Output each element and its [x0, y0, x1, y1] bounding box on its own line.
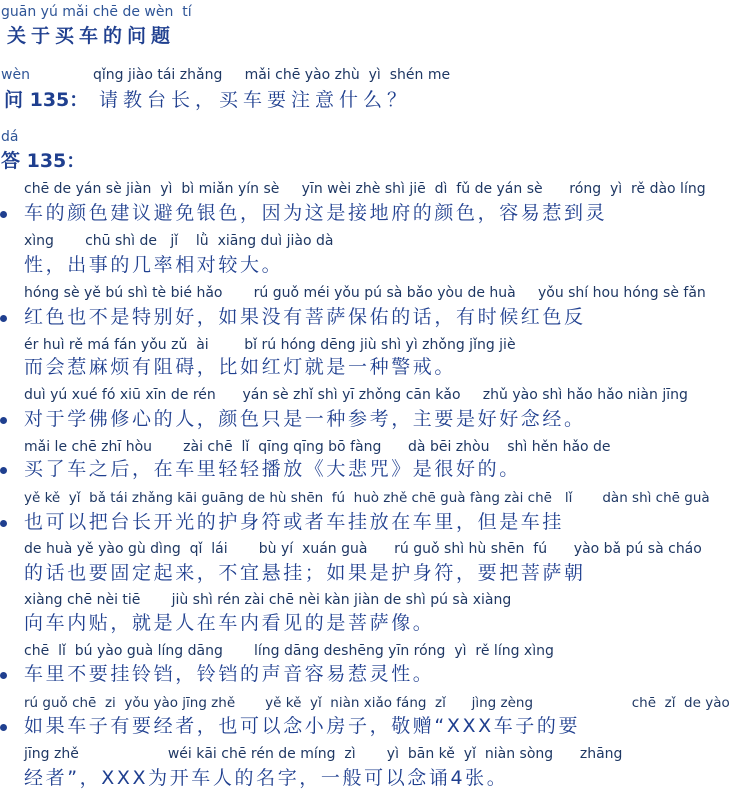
answer-line: 的话也要固定起来，不宜悬挂；如果是护身符，要把菩萨朝	[24, 562, 586, 584]
question-text: 请教台长，买车要注意什么？	[99, 89, 412, 111]
answer-line: 买了车之后，在车里轻轻播放《大悲咒》是很好的。	[24, 458, 521, 480]
answer-line: 经者”，XXX为开车人的名字，一般可以念诵4张。	[24, 767, 509, 789]
bullet-icon	[0, 724, 7, 731]
answer-line-pinyin: mǎi le chē zhī hòu zài chē lǐ qīng qīng bō fàng dà bēi zhòu shì hěn hǎo de	[24, 439, 611, 455]
answer-line-pinyin: jīng zhě wéi kāi chē rén de míng zì yì bān kě yǐ niàn sòng zhāng	[24, 746, 623, 762]
title-pinyin: guān yú mǎi chē de wèn tí	[1, 4, 192, 20]
answer-line: 对于学佛修心的人，颜色只是一种参考，主要是好好念经。	[24, 408, 586, 430]
answer-line: 性，出事的几率相对较大。	[24, 254, 284, 276]
answer-line: 车里不要挂铃铛，铃铛的声音容易惹灵性。	[24, 663, 435, 685]
answer-line-pinyin: duì yú xué fó xiū xīn de rén yán sè zhǐ shì yī zhǒng cān kǎo zhǔ yào shì hǎo hǎo niàn jīng	[24, 387, 688, 403]
bullet-icon	[0, 520, 7, 527]
bullet-icon	[0, 467, 7, 474]
bullet-icon	[0, 315, 7, 322]
answer-line-pinyin: xìng chū shì de jǐ lǜ xiāng duì jiào dà	[24, 233, 334, 249]
answer-label: 答 135：	[1, 150, 86, 172]
question-label-pinyin: wèn	[1, 67, 30, 83]
answer-line: 向车内贴，就是人在车内看见的是菩萨像。	[24, 612, 435, 634]
bullet-icon	[0, 672, 7, 679]
answer-line-pinyin: rú guǒ chē zi yǒu yào jīng zhě yě kě yǐ niàn xiǎo fáng zǐ jìng zèng chē zǐ de yào	[24, 695, 730, 711]
bullet-icon	[0, 417, 7, 424]
bullet-icon	[0, 211, 7, 218]
answer-line-pinyin: chē lǐ bú yào guà líng dāng líng dāng deshēng yīn róng yì rě líng xìng	[24, 643, 554, 659]
answer-line: 如果车子有要经者，也可以念小房子，敬赠“XXX车子的要	[24, 715, 581, 737]
page-title: 关于买车的问题	[7, 25, 176, 47]
answer-line-pinyin: ér huì rě má fán yǒu zǔ ài bǐ rú hóng dēng jiù shì yì zhǒng jǐng jiè	[24, 337, 516, 353]
answer-line-pinyin: yě kě yǐ bǎ tái zhǎng kāi guāng de hù shēn fú huò zhě chē guà fàng zài chē lǐ dàn shì chē guà	[24, 490, 710, 506]
answer-line-pinyin: chē de yán sè jiàn yì bì miǎn yín sè yīn wèi zhè shì jiē dì fǔ de yán sè róng yì rě dào líng	[24, 181, 706, 197]
answer-line: 车的颜色建议避免银色，因为这是接地府的颜色，容易惹到灵	[24, 202, 608, 224]
question-label: 问 135：	[4, 89, 89, 111]
answer-line: 而会惹麻烦有阻碍，比如红灯就是一种警戒。	[24, 356, 457, 378]
question-text-pinyin: qǐng jiào tái zhǎng mǎi chē yào zhù yì shén me	[93, 67, 451, 83]
answer-line-pinyin: xiàng chē nèi tiē jiù shì rén zài chē nèi kàn jiàn de shì pú sà xiàng	[24, 592, 512, 608]
answer-line-pinyin: de huà yě yào gù dìng qǐ lái bù yí xuán guà rú guǒ shì hù shēn fú yào bǎ pú sà cháo	[24, 541, 702, 557]
answer-line: 红色也不是特别好，如果没有菩萨保佑的话，有时候红色反	[24, 306, 586, 328]
answer-line-pinyin: hóng sè yě bú shì tè bié hǎo rú guǒ méi yǒu pú sà bǎo yòu de huà yǒu shí hou hóng sè fǎn	[24, 285, 706, 301]
answer-line: 也可以把台长开光的护身符或者车挂放在车里，但是车挂	[24, 511, 565, 533]
answer-label-pinyin: dá	[1, 129, 19, 145]
